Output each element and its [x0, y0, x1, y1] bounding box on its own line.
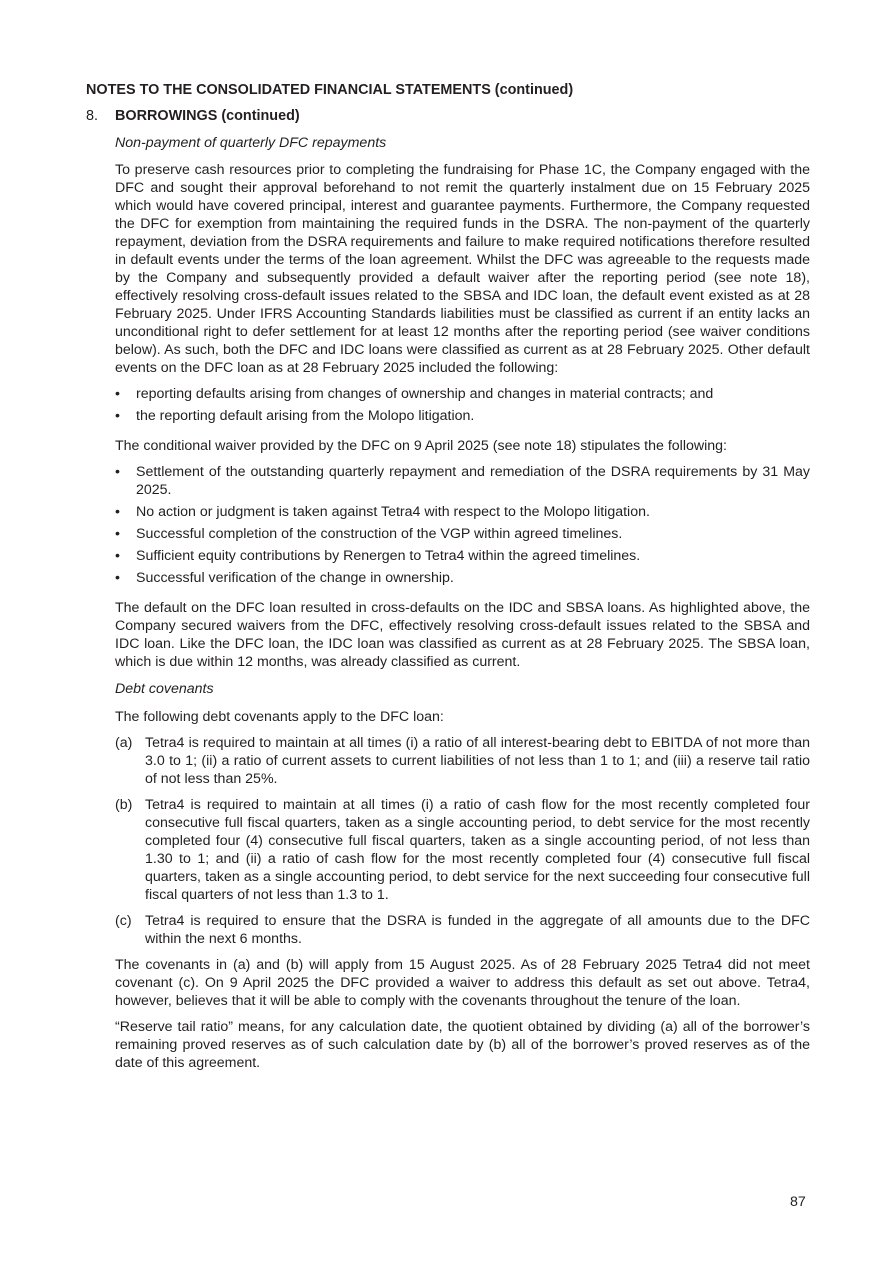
list-item-label: (c)	[115, 913, 132, 929]
section-number: 8.	[86, 108, 99, 124]
list-item	[115, 503, 810, 521]
bullet-icon: •	[115, 386, 120, 402]
list-item-label: (b)	[115, 797, 133, 813]
page-content	[86, 81, 810, 1072]
list-item-text: Tetra4 is required to maintain at all times (i) a ratio of cash flow for the most recently completed four consecutive full fiscal quarters, taken as a single accounting period, to debt service for the most recently completed four (4) consecutive full fiscal quarters, taken as a single accounting period, of not less than 1.30 to 1; and (ii) a ratio of cash flow for the most recently completed four (4) consecutive full fiscal quarters, taken as a single accounting period, to debt service for the next succeeding four consecutive full fiscal quarters of not less than 1.3 to 1.	[145, 797, 810, 903]
covenants-list	[115, 734, 810, 948]
bullet-icon: •	[115, 526, 120, 542]
list-item	[115, 407, 810, 425]
list-item-text: reporting defaults arising from changes of ownership and changes in material contracts; and	[136, 386, 714, 402]
list-item-text: No action or judgment is taken against Tetra4 with respect to the Molopo litigation.	[136, 504, 650, 520]
covenants-intro: The following debt covenants apply to the DFC loan:	[115, 709, 444, 725]
waiver-intro: The conditional waiver provided by the DFC on 9 April 2025 (see note 18) stipulates the following:	[115, 438, 727, 454]
section-body	[115, 134, 810, 1072]
list-item	[115, 734, 810, 788]
waiver-conditions-list	[115, 463, 810, 587]
list-item	[115, 525, 810, 543]
list-item-text: Tetra4 is required to maintain at all times (i) a ratio of all interest-bearing debt to EBITDA of not more than 3.0 to 1; (ii) a ratio of current assets to current liabilities of not less than 1 to 1; and (iii) a reserve tail ratio of not less than 25%.	[145, 735, 810, 787]
page-header-title: NOTES TO THE CONSOLIDATED FINANCIAL STATEMENTS (continued)	[86, 82, 574, 98]
nonpayment-subtitle: Non-payment of quarterly DFC repayments	[115, 135, 387, 151]
section-heading	[86, 107, 810, 125]
list-item	[115, 912, 810, 948]
list-item-text: Tetra4 is required to ensure that the DSRA is funded in the aggregate of all amounts due to the DFC within the next 6 months.	[145, 913, 810, 947]
list-item-label: (a)	[115, 735, 133, 751]
list-item	[115, 463, 810, 499]
reserve-tail-definition: “Reserve tail ratio” means, for any calculation date, the quotient obtained by dividing (a) all of the borrower’s remaining proved reserves as of such calculation date by (b) all of the borrower’s proved reserves as of the date of this agreement.	[115, 1019, 810, 1071]
list-item-text: Sufficient equity contributions by Renergen to Tetra4 within the agreed timelines.	[136, 548, 641, 564]
list-item	[115, 569, 810, 587]
list-item-text: the reporting default arising from the Molopo litigation.	[136, 408, 475, 424]
default-events-list	[115, 385, 810, 425]
covenants-paragraph: The covenants in (a) and (b) will apply from 15 August 2025. As of 28 February 2025 Tetra4 did not meet covenant (c). On 9 April 2025 the DFC provided a waiver to address this default as set out above. Tetra4, however, believes that it will be able to comply with the covenants throughout the tenure of the loan.	[115, 957, 810, 1009]
bullet-icon: •	[115, 504, 120, 520]
list-item	[115, 796, 810, 904]
list-item-text: Settlement of the outstanding quarterly repayment and remediation of the DSRA requirements by 31 May 2025.	[136, 464, 810, 498]
page-number: 87	[790, 1194, 806, 1210]
list-item	[115, 547, 810, 565]
cross-default-paragraph: The default on the DFC loan resulted in cross-defaults on the IDC and SBSA loans. As highlighted above, the Company secured waivers from the DFC, effectively resolving cross-default issues related to the SBSA and IDC loan. Like the DFC loan, the IDC loan was classified as current as at 28 February 2025. The SBSA loan, which is due within 12 months, was already classified as current.	[115, 600, 810, 670]
nonpayment-paragraph: To preserve cash resources prior to completing the fundraising for Phase 1C, the Company engaged with the DFC and sought their approval beforehand to not remit the quarterly instalment due on 15 February 2025 which would have covered principal, interest and guarantee payments. Furthermore, the Company requested the DFC for exemption from maintaining the required funds in the DSRA. The non-payment of the quarterly repayment, deviation from the DSRA requirements and failure to make required notifications therefore resulted in default events under the terms of the loan agreement. Whilst the DFC was agreeable to the requests made by the Company and subsequently provided a default waiver after the reporting period (see note 18), effectively resolving cross-default issues related to the SBSA and IDC loan, the default event existed as at 28 February 2025. Under IFRS Accounting Standards liabilities must be classified as current if an entity lacks an unconditional right to defer settlement for at least 12 months after the reporting period (see waiver conditions below). As such, both the DFC and IDC loans were classified as current as at 28 February 2025. Other default events on the DFC loan as at 28 February 2025 included the following:	[115, 162, 810, 376]
section-title: BORROWINGS (continued)	[115, 108, 300, 124]
bullet-icon: •	[115, 464, 120, 480]
list-item-text: Successful verification of the change in ownership.	[136, 570, 454, 586]
bullet-icon: •	[115, 548, 120, 564]
bullet-icon: •	[115, 570, 120, 586]
list-item	[115, 385, 810, 403]
covenants-subtitle: Debt covenants	[115, 681, 214, 697]
bullet-icon: •	[115, 408, 120, 424]
list-item-text: Successful completion of the construction of the VGP within agreed timelines.	[136, 526, 623, 542]
